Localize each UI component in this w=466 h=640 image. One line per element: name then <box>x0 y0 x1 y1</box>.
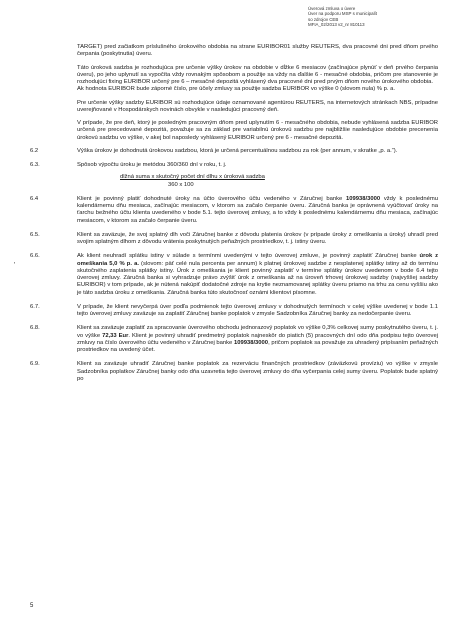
section-text: Klient sa zaväzuje, že svoj splatný dlh voči Záručnej banke z dôvodu platenia úrokov (v prípade úroky z omeškania a úroky) uhradí pred svojim splatným dlhom z dôvodu vrátenia poskytnutých peňažných prostriedkov, t. j. istiny úveru. <box>77 231 438 245</box>
intro-paragraph: TARGET) pred začiatkom príslušného úrokového obdobia na strane EURIBOR01 služby REUTERS, dva pracovné dni pred dňom prvého čerpania (poskytnutia) úveru. <box>77 44 438 58</box>
header-line: Úver na podporu MSP s municipalít <box>308 11 377 17</box>
section-number: 6.7. <box>30 303 40 310</box>
section-6-2 <box>30 148 438 155</box>
section-number: 6.3. <box>30 162 40 168</box>
section-text: V prípade, že klient nevyčerpá úver podľa podmienok tejto úverovej zmluvy v dohodnutých termínoch v celej výške uvedenej v bode 1.1 tejto úverovej zmluvy zaväzuje sa zaplatiť Záručnej banke poplatok v zmysle Sadzobníka Záručnej banky za nedočerpanie úveru. <box>77 303 438 317</box>
section-text: Ak klient neuhradí splátku istiny v súlade s termínmi uvedenými v tejto úverovej zmluve, je povinný zaplatiť Záručnej banke úrok z omeškania 5,0 % p. a. (slovom: päť celé nula percenta per annum) k platnej úrokovej sadzbe z nesplatenej splátky istiny až do termínu skutočného zaplatenia splátky istiny. Úrok z omeškania je klient povinný zaplatiť v termíne splátky úrokov uvedenom v bode 6.4 tejto úverovej zmluvy. Záručná banka si vyhradzuje právo zvýšiť úrok z omeškania až na úroveň trhovej úrokovej sadzby (najvyššej sadzby EURIBOR) v tom prípade, ak je nútená nakúpiť dodatočné zdroje na krytie neznamovanej splátky úveru priamo na trhu za cenu vyššiu ako je táto sadzba úroku z omeškania. Záručná banka túto skutočnosť oznámi klientovi písomne. <box>77 253 439 296</box>
document-body <box>30 44 438 390</box>
formula-denominator: 360 x 100 <box>168 181 194 188</box>
section-number: 6.8. <box>30 325 40 332</box>
section-text: Klient je povinný platiť dohodnuté úroky na účto úverového účtu vedeného v Záručnej banke 109938/3000 vždy k poslednému kalendárnemu dňu mesiaca, začínajúc mesiacom, v ktorom sa začalo čerpanie úveru. Záručná banka je oprávnená vyúčtovať úroky na ťarchu bežného účtu klienta uvedeného v bode 5.1. tejto úverovej zmluvy, a to vždy k poslednému kalendárnemu dňu mesiaca, začínajúc mesiacom, v ktorom sa začalo čerpanie úveru. <box>77 195 438 224</box>
section-6-5 <box>30 232 438 247</box>
section-text: Klient sa zaväzuje zaplatiť za spracovanie úverového obchodu jednorazový poplatok vo výške 0,3% celkovej sumy poskytnutého úveru, t. j. vo výške 72,33 Eur. Klient je povinný uhradiť predmetný poplatok najneskôr do piatich (5) pracovných dní odo dňa podpisu tejto úverovej zmluvy na číslo úverového účtu vedeného v Záručnej banke 109938/3000, pričom poplatok sa považuje za uhradený pripísaním peňažných prostriedkov na uvedený účet. <box>77 325 438 353</box>
interest-formula <box>30 174 438 189</box>
section-text: Spôsob výpočtu úroku je metódou 360/360 dní v roku, t. j. <box>77 162 227 168</box>
section-6-9 <box>30 361 438 383</box>
document-header <box>308 6 418 28</box>
intro-paragraph: Ak hodnota EURIBOR bude záporné číslo, pre účely zmluvy sa použije sadzba EURIBOR vo výške 0 (slovom nula) % p. a. <box>77 86 395 93</box>
page-number: 5 <box>30 603 34 609</box>
section-6-4 <box>30 196 438 225</box>
section-6-3 <box>30 162 438 169</box>
header-line: Úverová zmluva o úvere <box>308 6 356 11</box>
header-line: so zdrojov CEB <box>308 16 339 22</box>
section-number: 6.4 <box>30 195 39 202</box>
section-number: 6.5. <box>30 231 40 238</box>
intro-block <box>30 44 438 142</box>
section-text: Klient sa zaväzuje uhradiť Záručnej banke poplatok za rezerváciu finančných prostriedkov (záväzkovú províziu) vo výške v zmysle Sadzobníka poplatkov Záručnej banky odo dňa uzavretia tejto úverovej zmluvy do dňa vyčerpania celej sumy úveru. Poplatok bude splatný po <box>77 361 438 382</box>
section-6-7 <box>30 304 438 319</box>
formula-numerator: dlžná suma x skutočný počet dní dlhu x úroková sadzba <box>120 174 265 181</box>
intro-paragraph: Táto úroková sadzba je rozhodujúca pre určenie výšky úrokov na obdobie v dĺžke 6 mesiacov (začínajúce plynúť v deň prvého čerpania úveru), po jeho uplynutí sa vypočíta vždy rovnakým spôsobom a použije sa vždy na ďalšie 6 - mesačné obdobia, pričom pre stanovenie je rozhodujúci fixing EURIBOR určený pre 6 – mesačné depozitá vyhlásený dva pracovné dni pred prvým dňom nového úrokového obdobia. <box>77 64 438 85</box>
intro-paragraph: Pre určenie výšky sadzby EURIBOR sú rozhodujúce údaje oznamované agentúrou REUTERS, na internetových stránkach NBS, prípadne uverejňované v Hospodárskych novinách obvykle v nasledujúci pracovný deň. <box>77 99 438 113</box>
section-text: Výška úrokov je dohodnutá úrokovou sadzbou, ktorá je určená percentuálnou sadzbou za rok (per annum, v skratke „p. a.“). <box>77 147 398 154</box>
section-number: 6.9. <box>30 361 40 368</box>
section-number: 6.6. <box>30 253 40 260</box>
header-line: MFIA_02/2013 v2_nr 810113 <box>308 22 365 28</box>
section-number: 6.2 <box>30 147 39 154</box>
margin-mark: ' <box>14 262 16 269</box>
intro-paragraph: V prípade, že pre deň, ktorý je posledným pracovným dňom pred uplynutím 6 - mesačného obdobia, nebude vyhlásená sadzba EURIBOR určená pre precedované depozitá, považuje sa za základ pre variabilnú úrokovú sadzbu pre najbližšie nasledujúce obdobie precenenia úrokovú sadzbu vo výške, v akej bol naposledy vyhlásený EURIBOR určený pre 6 - mesačné depozitá. <box>77 120 438 141</box>
section-6-8 <box>30 325 438 354</box>
section-6-6 <box>30 253 438 297</box>
